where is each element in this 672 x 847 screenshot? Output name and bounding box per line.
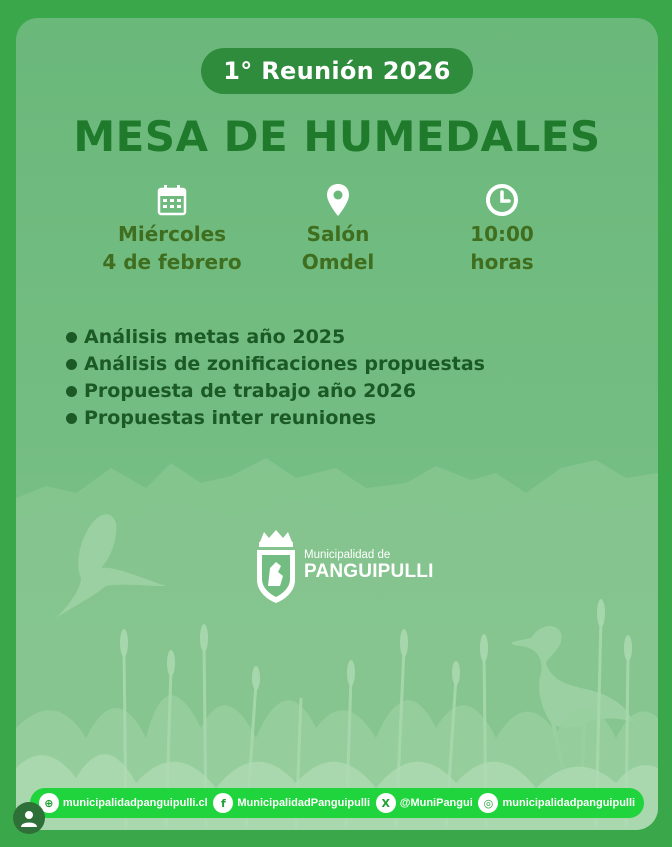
clock-icon <box>412 180 592 220</box>
list-item <box>66 324 485 351</box>
social-facebook-text: MunicipalidadPanguipulli <box>237 797 371 809</box>
social-website-link[interactable] <box>39 793 208 813</box>
meeting-badge: 1° Reunión 2026 <box>201 48 473 94</box>
list-item <box>66 405 485 432</box>
agenda-item-text: Propuestas inter reuniones <box>84 407 377 429</box>
location-info <box>248 180 428 276</box>
date-weekday: Miércoles <box>117 222 227 246</box>
agenda-list <box>66 324 485 432</box>
agenda-item-text: Propuesta de trabajo año 2026 <box>84 380 417 402</box>
social-x-text: @MuniPangui <box>399 797 473 809</box>
time-info <box>412 180 592 276</box>
social-bar <box>30 788 644 818</box>
avatar[interactable] <box>13 802 45 834</box>
social-instagram-link[interactable] <box>478 793 635 813</box>
time-unit: horas <box>470 250 534 274</box>
user-icon <box>20 809 38 827</box>
social-x-link[interactable] <box>376 793 473 813</box>
location-line1: Salón <box>306 222 370 246</box>
list-item <box>66 378 485 405</box>
wetland-illustration <box>16 438 658 830</box>
location-pin-icon <box>248 180 428 220</box>
social-instagram-text: municipalidadpanguipulli <box>502 797 636 809</box>
event-poster <box>16 18 658 830</box>
x-icon: X <box>376 793 396 813</box>
agenda-item-text: Análisis de zonificaciones propuestas <box>84 353 485 375</box>
logo-line2: PANGUIPULLI <box>304 561 434 582</box>
coat-of-arms-icon <box>254 528 298 604</box>
web-icon: ⊕ <box>39 793 59 813</box>
date-info <box>82 180 262 276</box>
social-website-text: municipalidadpanguipulli.cl <box>62 797 208 809</box>
list-item <box>66 351 485 378</box>
municipality-logo <box>254 528 434 604</box>
date-day: 4 de febrero <box>102 250 242 274</box>
time-value: 10:00 <box>470 222 534 246</box>
page-title: MESA DE HUMEDALES <box>73 112 601 161</box>
instagram-icon: ◎ <box>478 793 498 813</box>
agenda-item-text: Análisis metas año 2025 <box>84 326 346 348</box>
location-line2: Omdel <box>301 250 375 274</box>
calendar-icon <box>82 180 262 220</box>
logo-line1: Municipalidad de <box>304 549 391 561</box>
facebook-icon: f <box>213 793 233 813</box>
social-facebook-link[interactable] <box>213 793 370 813</box>
